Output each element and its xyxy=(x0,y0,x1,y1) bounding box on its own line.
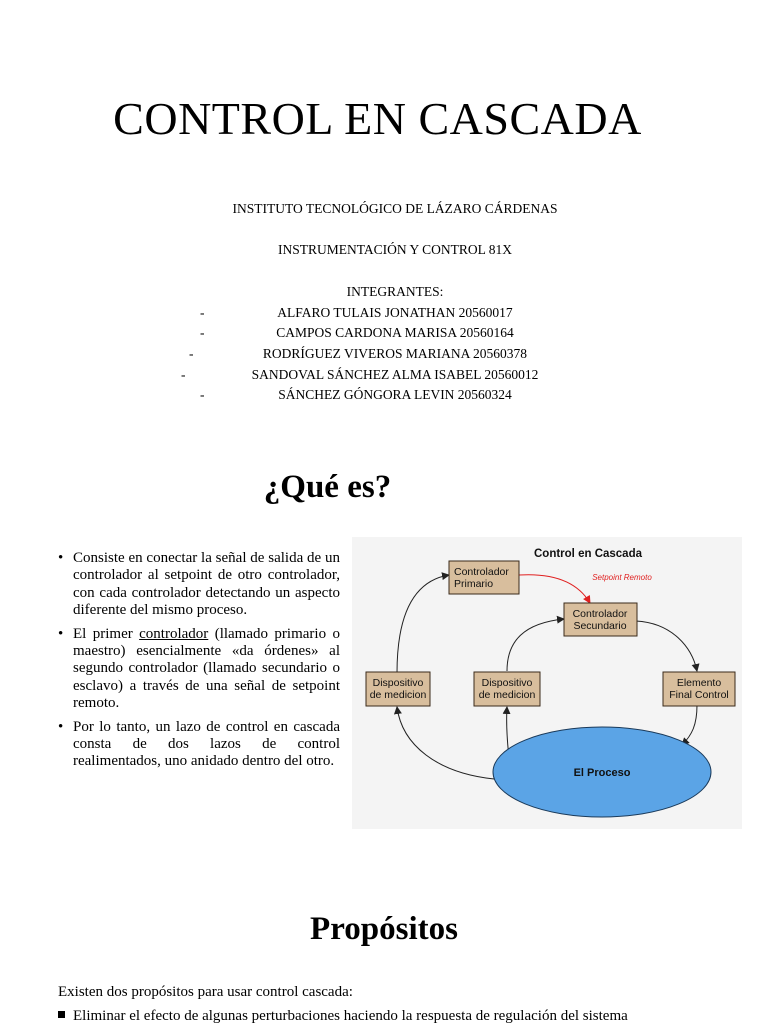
section-heading-propositos: Propósitos xyxy=(310,911,458,947)
measuring-device-secondary-box xyxy=(474,672,540,706)
measure2-line2: de medicion xyxy=(478,689,536,701)
measure1-line2: de medicion xyxy=(369,689,427,701)
final-line1: Elemento xyxy=(676,677,722,689)
member-name: ALFARO TULAIS JONATHAN 20560017 xyxy=(277,305,513,320)
member-name: RODRÍGUEZ VIVEROS MARIANA 20560378 xyxy=(262,346,528,361)
member-item xyxy=(0,305,768,325)
member-dash: - xyxy=(181,367,186,382)
members-heading: INTEGRANTES: xyxy=(346,284,444,299)
definition-bullets xyxy=(58,550,340,777)
bullet-item xyxy=(58,719,340,771)
member-dash: - xyxy=(200,305,205,320)
section-heading-que-es: ¿Qué es? xyxy=(263,469,392,505)
member-item xyxy=(0,367,768,387)
member-dash: - xyxy=(189,346,194,361)
square-bullet-icon xyxy=(58,1011,65,1018)
course-name: INSTRUMENTACIÓN Y CONTROL 81X xyxy=(277,242,513,257)
propositos-intro: Existen dos propósitos para usar control cascada: xyxy=(58,984,353,1000)
measure1-line1: Dispositivo xyxy=(372,677,424,689)
primary-line1: Controlador xyxy=(454,566,509,578)
bullet-text-start: El primer xyxy=(73,625,140,642)
member-dash: - xyxy=(200,325,205,340)
diagram-title: Control en Cascada xyxy=(534,548,642,560)
controlador-link[interactable]: controlador xyxy=(139,625,209,642)
process-label: El Proceso xyxy=(573,767,631,779)
final-line2: Final Control xyxy=(669,689,729,701)
measure2-line1: Dispositivo xyxy=(481,677,533,689)
member-name: SANDOVAL SÁNCHEZ ALMA ISABEL 20560012 xyxy=(251,367,539,382)
setpoint-label: Setpoint Remoto xyxy=(592,573,652,582)
page-title: CONTROL EN CASCADA xyxy=(113,93,642,144)
bullet-text-end: (llamado primario o maestro) esencialmente «da órdenes» al segundo controlador (llamado secundario o esclavo) a través de una señal de setpoint remoto. xyxy=(73,625,340,712)
secondary-line1: Controlador xyxy=(572,608,628,620)
primary-line2: Primario xyxy=(454,578,494,590)
bullet-dot: • xyxy=(58,550,64,566)
bullet-dot: • xyxy=(58,625,64,642)
bullet-item xyxy=(58,550,340,620)
bullet-dot: • xyxy=(58,718,64,735)
institute-name: INSTITUTO TECNOLÓGICO DE LÁZARO CÁRDENAS xyxy=(232,201,558,216)
member-item xyxy=(0,325,768,345)
process-ellipse xyxy=(493,727,711,817)
member-dash: - xyxy=(200,387,205,402)
member-name: CAMPOS CARDONA MARISA 20560164 xyxy=(276,325,514,340)
bullet-text: Consiste en conectar la señal de salida de un controlador al setpoint de otro controlador, con cada controlador detectando un aspecto diferente del mismo proceso. xyxy=(73,550,340,619)
member-name: SÁNCHEZ GÓNGORA LEVIN 20560324 xyxy=(278,387,512,402)
member-item xyxy=(0,387,768,407)
member-item xyxy=(0,346,768,366)
measuring-device-primary-box xyxy=(366,672,430,706)
bullet-item xyxy=(58,626,340,713)
secondary-controller-box xyxy=(564,603,637,636)
secondary-line2: Secundario xyxy=(573,620,627,632)
final-control-element-box xyxy=(663,672,735,706)
bullet-text: Por lo tanto, un lazo de control en cascada consta de dos lazos de control realimentados, uno anidado dentro del otro. xyxy=(73,718,340,770)
proposito-item xyxy=(58,1008,698,1025)
cascade-control-diagram xyxy=(352,537,742,829)
primary-controller-box xyxy=(449,561,519,594)
proposito-item-text: Eliminar el efecto de algunas perturbaciones haciendo la respuesta de regulación del sistema xyxy=(73,1008,628,1024)
